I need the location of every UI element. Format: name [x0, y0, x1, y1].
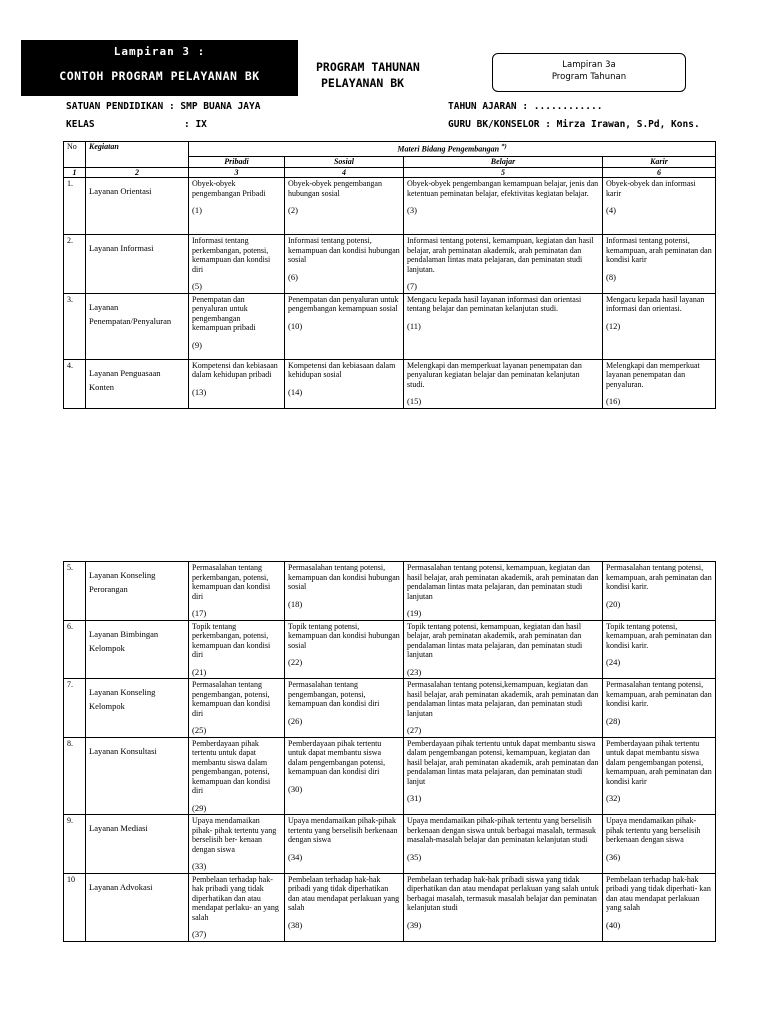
activity-name: Layanan Konsultasi	[86, 737, 189, 815]
item-number: (24)	[606, 657, 621, 667]
sosial-cell: Obyek-obyek pengembangan hubungan sosial (2)	[285, 178, 404, 235]
belajar-cell: Permasalahan tentang potensi, kemampuan, kegiatan dan hasil belajar, arah peminatan akademik, arah peminatan dan pendalaman lintas mata pelajaran, dan peminatan studi lanjutan (19)	[404, 562, 603, 621]
item-number: (3)	[407, 205, 417, 215]
item-number: (38)	[288, 919, 303, 930]
header-pribadi: Pribadi	[189, 157, 285, 168]
pribadi-cell: Permasalahan tentang perkembangan, potensi, kemampuan dan kondisi diri (17)	[189, 562, 285, 621]
karir-cell: Pembelaan terhadap hak-hak pribadi yang tidak diperhati- kan dan atau mendapat perlakuan yang salah (40)	[603, 873, 716, 941]
row-number: 1.	[64, 178, 86, 235]
item-number: (30)	[288, 783, 303, 794]
pribadi-cell: Penempatan dan penyaluran untuk pengembangan kemampuan pribadi (9)	[189, 293, 285, 359]
pribadi-cell: Obyek-obyek pengembangan Pribadi (1)	[189, 178, 285, 235]
belajar-cell: Upaya mendamaikan pihak-pihak tertentu yang berselisih berkenaan dengan siswa untuk berbagai masalah, termasuk masalah-masalah belajar dan peminatan kelanjutan studi (35)	[404, 815, 603, 874]
program-table-top	[63, 141, 716, 409]
belajar-cell: Pembelaan terhadap hak-hak pribadi siswa yang tidak diperhatikan dan atau mendapat perlakuan yang salah untuk berbagai masalah, termasuk masalah belajar dan peminatan kelanjutan studi (39)	[404, 873, 603, 941]
program-title	[316, 59, 420, 91]
item-number: (36)	[606, 851, 621, 862]
item-number: (40)	[606, 919, 621, 930]
sosial-cell: Kompetensi dan kebiasaan dalam kehidupan sosial (14)	[285, 359, 404, 408]
title-line-2: PELAYANAN BK	[321, 76, 405, 90]
karir-cell: Topik tentang potensi, kemampuan, arah peminatan dan kondisi karir. (24)	[603, 620, 716, 679]
header-karir: Karir	[603, 157, 716, 168]
item-number: (13)	[192, 386, 207, 397]
program-table-bottom	[63, 561, 716, 942]
belajar-cell: Permasalahan tentang potensi,kemampuan, kegiatan dan hasil belajar, arah peminatan akademik, arah peminatan dan pendalaman lintas mata pelajaran, dan peminatan studi lanjutan (27)	[404, 679, 603, 738]
table-row	[64, 815, 716, 874]
item-number: (35)	[407, 851, 422, 862]
item-number: (25)	[192, 725, 207, 735]
item-number: (14)	[288, 386, 303, 397]
row-number: 7.	[64, 679, 86, 738]
item-number: (5)	[192, 281, 202, 291]
pribadi-cell: Upaya mendamaikan pihak- pihak tertentu yang berselisih ber- kenaan dengan siswa (33)	[189, 815, 285, 874]
item-number: (19)	[407, 608, 422, 618]
header-materi: Materi Bidang Pengembangan *)	[189, 142, 716, 157]
school-info: SATUAN PENDIDIKAN : SMP BUANA JAYA	[66, 101, 261, 112]
item-number: (34)	[288, 851, 303, 862]
sosial-cell: Topik tentang potensi, kemampuan dan kondisi hubungan sosial (22)	[285, 620, 404, 679]
belajar-cell: Informasi tentang potensi, kemampuan, kegiatan dan hasil belajar, arah peminatan akademik, arah peminatan dan pendalaman lintas mata pelajaran, dan peminatan studi lanjutan. (7)	[404, 235, 603, 294]
table-row	[64, 293, 716, 359]
sosial-cell: Upaya mendamaikan pihak-pihak tertentu yang berselisih berkenaan dengan siswa (34)	[285, 815, 404, 874]
row-number: 9.	[64, 815, 86, 874]
item-number: (32)	[606, 793, 621, 803]
activity-name: Layanan Informasi	[86, 235, 189, 294]
table-row	[64, 873, 716, 941]
pribadi-cell: Kompetensi dan kebiasaan dalam kehidupan pribadi (13)	[189, 359, 285, 408]
sosial-cell: Permasalahan tentang potensi, kemampuan dan kondisi hubungan sosial (18)	[285, 562, 404, 621]
item-number: (15)	[407, 396, 422, 406]
activity-name: Layanan Orientasi	[86, 178, 189, 235]
pribadi-cell: Informasi tentang perkembangan, potensi, kemampuan dan kondisi diri (5)	[189, 235, 285, 294]
pribadi-cell: Permasalahan tentang pengembangan, potensi, kemampuan dan kondisi diri (25)	[189, 679, 285, 738]
appendix-badge	[21, 40, 298, 96]
activity-name: Layanan Penguasaan Konten	[86, 359, 189, 408]
pribadi-cell: Pembelaan terhadap hak-hak pribadi yang tidak diperhatikan dan atau mendapat perlaku- an yang salah (37)	[189, 873, 285, 941]
table-row	[64, 359, 716, 408]
badge-title: CONTOH PROGRAM PELAYANAN BK	[59, 69, 260, 83]
pribadi-cell: Topik tentang perkembangan, potensi, kemampuan dan kondisi diri (21)	[189, 620, 285, 679]
row-number: 6.	[64, 620, 86, 679]
item-number: (1)	[192, 205, 202, 215]
title-line-1: PROGRAM TAHUNAN	[316, 60, 420, 74]
row-number: 10	[64, 873, 86, 941]
pribadi-cell: Pemberdayaan pihak tertentu untuk dapat membantu siswa dalam pengembangan, potensi, kemampuan dan kondisi diri (29)	[189, 737, 285, 815]
header-sosial: Sosial	[285, 157, 404, 168]
belajar-cell: Pemberdayaan pihak tertentu untuk dapat membantu siswa dalam pengembangan potensi, kemampuan, kegiatan dan hasil belajar, arah peminatan akademik, arah peminatan dan pendalaman lintas mata pelajaran, dan peminatan studi lanjut (31)	[404, 737, 603, 815]
sosial-cell: Pembelaan terhadap hak-hak pribadi yang tidak diperhatikan dan atau mendapat perlakuan yang salah (38)	[285, 873, 404, 941]
col-number: 4	[285, 167, 404, 178]
row-number: 2.	[64, 235, 86, 294]
item-number: (22)	[288, 657, 303, 667]
item-number: (6)	[288, 271, 298, 282]
karir-cell: Obyek-obyek dan informasi karir (4)	[603, 178, 716, 235]
item-number: (27)	[407, 725, 422, 735]
header-no: No	[64, 142, 86, 168]
belajar-cell: Topik tentang potensi, kemampuan, kegiatan dan hasil belajar, arah peminatan akademik, arah peminatan dan pendalaman lintas mata pelajaran, dan peminatan studi lanjutan (23)	[404, 620, 603, 679]
item-number: (8)	[606, 271, 616, 282]
activity-name: Layanan Konseling Kelompok	[86, 679, 189, 738]
karir-cell: Pemberdayaan pihak tertentu untuk dapat membantu siswa dalam pengembangan potensi, kemampuan, arah peminatan dan kondisi karir (32)	[603, 737, 716, 815]
sosial-cell: Penempatan dan penyaluran untuk pengembangan kemampuan sosial (10)	[285, 293, 404, 359]
item-number: (23)	[407, 666, 422, 677]
item-number: (18)	[288, 598, 303, 609]
item-number: (10)	[288, 320, 303, 331]
item-number: (2)	[288, 205, 298, 215]
item-number: (20)	[606, 598, 621, 609]
activity-name: Layanan Advokasi	[86, 873, 189, 941]
belajar-cell: Obyek-obyek pengembangan kemampuan belajar, jenis dan ketentuan peminatan belajar, efektivitas kegiatan belajar. (3)	[404, 178, 603, 235]
item-number: (9)	[192, 339, 202, 350]
col-number: 1	[64, 167, 86, 178]
table-row	[64, 178, 716, 235]
table-row	[64, 235, 716, 294]
col-number: 3	[189, 167, 285, 178]
header-belajar: Belajar	[404, 157, 603, 168]
item-number: (4)	[606, 205, 616, 215]
karir-cell: Permasalahan tentang potensi, kemampuan, arah peminatan dan kondisi karir. (20)	[603, 562, 716, 621]
activity-name: Layanan Penempatan/Penyaluran	[86, 293, 189, 359]
sosial-cell: Informasi tentang potensi, kemampuan dan kondisi hubungan sosial (6)	[285, 235, 404, 294]
item-number: (28)	[606, 715, 621, 726]
header-kegiatan: Kegiatan	[86, 142, 189, 168]
badge-label: Lampiran 3 :	[113, 45, 206, 58]
belajar-cell: Melengkapi dan memperkuat layanan penempatan dan penyaluran kegiatan belajar dan peminatan kelanjutan studi. (15)	[404, 359, 603, 408]
karir-cell: Melengkapi dan memperkuat layanan penempatan dan penyaluran. (16)	[603, 359, 716, 408]
reference-line-2: Program Tahunan	[551, 72, 627, 82]
class-label: KELAS	[66, 119, 95, 130]
karir-cell: Upaya mendamaikan pihak-pihak tertentu yang berselisih berkenaan dengan siswa (36)	[603, 815, 716, 874]
item-number: (29)	[192, 802, 207, 813]
item-number: (12)	[606, 320, 621, 331]
belajar-cell: Mengacu kepada hasil layanan informasi dan orientasi tentang belajar dan peminatan kelanjutan studi. (11)	[404, 293, 603, 359]
item-number: (33)	[192, 861, 207, 871]
class-value: : IX	[184, 119, 207, 130]
sosial-cell: Permasalahan tentang pengembangan, potensi, kemampuan dan kondisi diri (26)	[285, 679, 404, 738]
item-number: (17)	[192, 608, 207, 618]
item-number: (26)	[288, 715, 303, 726]
col-number: 5	[404, 167, 603, 178]
karir-cell: Mengacu kepada hasil layanan informasi dan orientasi. (12)	[603, 293, 716, 359]
item-number: (21)	[192, 666, 207, 677]
table-row	[64, 679, 716, 738]
row-number: 3.	[64, 293, 86, 359]
reference-box	[492, 53, 686, 92]
counselor-info: GURU BK/KONSELOR : Mirza Irawan, S.Pd, Kons.	[448, 119, 700, 130]
activity-name: Layanan Bimbingan Kelompok	[86, 620, 189, 679]
item-number: (16)	[606, 396, 621, 406]
activity-name: Layanan Mediasi	[86, 815, 189, 874]
sosial-cell: Pemberdayaan pihak tertentu untuk dapat membantu siswa dalam pengembangan potensi, kemampuan dan kondisi diri (30)	[285, 737, 404, 815]
item-number: (7)	[407, 281, 417, 291]
col-number: 6	[603, 167, 716, 178]
table-row	[64, 562, 716, 621]
table-row	[64, 620, 716, 679]
academic-year: TAHUN AJARAN : ............	[448, 101, 603, 112]
col-number: 2	[86, 167, 189, 178]
reference-line-1: Lampiran 3a	[562, 60, 616, 70]
row-number: 4.	[64, 359, 86, 408]
row-number: 5.	[64, 562, 86, 621]
activity-name: Layanan Konseling Perorangan	[86, 562, 189, 621]
item-number: (11)	[407, 320, 421, 331]
item-number: (31)	[407, 793, 422, 803]
row-number: 8.	[64, 737, 86, 815]
item-number: (37)	[192, 929, 207, 939]
item-number: (39)	[407, 919, 422, 930]
table-row	[64, 737, 716, 815]
karir-cell: Permasalahan tentang potensi, kemampuan, arah peminatan dan kondisi karir. (28)	[603, 679, 716, 738]
karir-cell: Informasi tentang potensi, kemampuan, arah peminatan dan kondisi karir (8)	[603, 235, 716, 294]
